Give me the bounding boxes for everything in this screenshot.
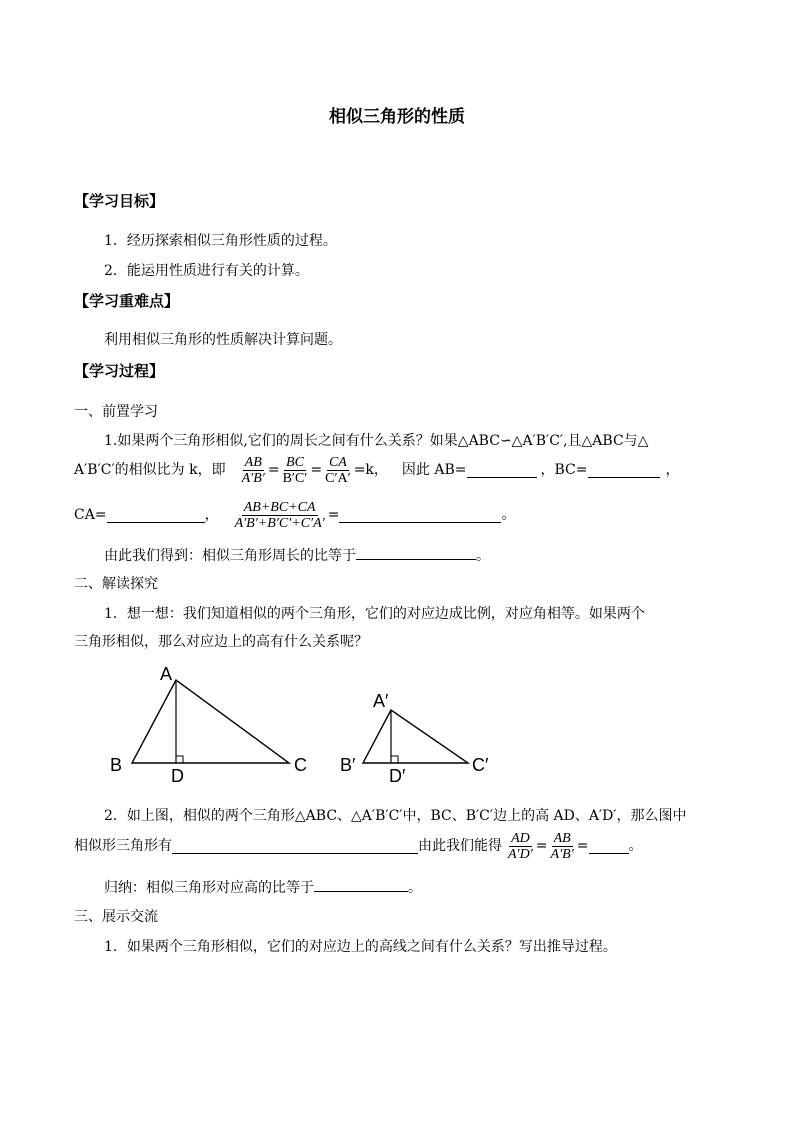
process-heading: 【学习过程】 <box>74 362 165 380</box>
part1-question-line3 <box>74 495 515 535</box>
difficulties-text: 利用相似三角形的性质解决计算问题。 <box>104 332 342 348</box>
derive-label: 由此我们能得 <box>418 838 502 854</box>
goal-item: 2．能运用性质进行有关的计算。 <box>104 263 309 279</box>
label-a: A <box>160 664 173 684</box>
fraction-denominator: A′D′ <box>508 846 533 862</box>
bc-answer-blank[interactable] <box>588 463 660 478</box>
fraction-perimeter <box>233 500 327 531</box>
part1-heading: 一、前置学习 <box>74 404 158 420</box>
perimeter-answer-blank[interactable] <box>339 508 501 523</box>
fraction-numerator: AD <box>511 830 530 846</box>
part1-question-line2 <box>74 450 680 490</box>
part1-conclusion <box>104 545 490 565</box>
difficulties-heading: 【学习重难点】 <box>74 292 180 310</box>
fraction-denominator: A′B′ <box>241 470 265 486</box>
label-a-prime: A′ <box>373 691 389 711</box>
similar-triangles-label: 相似形三角形有 <box>74 838 172 854</box>
right-angle-mark <box>391 756 398 763</box>
part2-question1-line2: 三角形相似，那么对应边上的高有什么关系呢？ <box>74 634 368 650</box>
comma: ， <box>204 507 219 523</box>
equals-sign: = <box>310 462 323 478</box>
line-end-comma: ， <box>665 462 680 478</box>
label-d: D <box>171 766 184 786</box>
part2-question2-line2 <box>74 826 643 866</box>
similar-triangles-figure <box>100 660 520 790</box>
fraction-numerator: AB+BC+CA <box>243 499 316 515</box>
similar-triangles-blank[interactable] <box>172 839 418 854</box>
fraction-numerator: AB <box>553 830 571 846</box>
equals-sign: = <box>267 462 280 478</box>
part1-question-line1: 1.如果两个三角形相似,它们的周长之间有什么关系？如果△ABC∽△A′B′C′,且△ABC与△ <box>104 433 649 449</box>
ca-label: CA= <box>74 507 107 523</box>
right-angle-mark <box>176 756 183 763</box>
triangle-abc <box>132 680 289 763</box>
period: 。 <box>628 838 643 854</box>
fraction-ab-ratio <box>549 831 576 862</box>
summary-text: 归纳：相似三角形对应高的比等于 <box>104 880 314 896</box>
fraction-numerator: CA <box>328 454 347 470</box>
label-c: C <box>294 755 307 775</box>
fraction-numerator: AB <box>244 454 262 470</box>
part2-summary <box>104 877 422 897</box>
fraction-ad <box>506 831 535 862</box>
label-b: B <box>110 755 123 775</box>
equals-k: =k， <box>353 462 388 478</box>
ab-answer-blank[interactable] <box>467 463 537 478</box>
part2-heading: 二、解读探究 <box>74 576 158 592</box>
part2-question2-line1: 2．如上图，相似的两个三角形△ABC、△A′B′C′中，BC、B′C′边上的高 AD、A′D′，那么图中 <box>104 808 687 824</box>
conclusion-blank[interactable] <box>356 545 476 560</box>
conclusion-text: 由此我们得到：相似三角形周长的比等于 <box>104 548 356 564</box>
part3-question1: 1．如果两个三角形相似，它们的对应边上的高线之间有什么关系？写出推导过程。 <box>104 939 617 955</box>
period: 。 <box>501 507 516 523</box>
triangle-a-prime-b-prime-c-prime <box>363 710 468 763</box>
equals-sign: = <box>535 838 548 854</box>
fraction-bc <box>281 455 310 486</box>
fraction-ab <box>240 455 267 486</box>
ca-answer-blank[interactable] <box>107 508 205 523</box>
ratio-intro: A′B′C′的相似比为 k，即 <box>74 462 226 478</box>
goals-heading: 【学习目标】 <box>74 192 165 210</box>
equals-sign: = <box>327 507 340 523</box>
part2-question1-line1: 1．想一想：我们知道相似的两个三角形，它们的对应边成比例，对应角相等。如果两个 <box>104 606 645 622</box>
ratio-answer-blank[interactable] <box>589 839 629 854</box>
bc-label: ，BC= <box>540 462 588 478</box>
period: 。 <box>476 548 490 564</box>
page-title: 相似三角形的性质 <box>329 107 465 127</box>
label-d-prime: D′ <box>389 766 406 786</box>
fraction-ca <box>323 455 353 486</box>
ab-label: 因此 AB= <box>401 462 467 478</box>
label-b-prime: B′ <box>340 755 356 775</box>
fraction-denominator: A′B′+B′C′+C′A′ <box>234 515 325 531</box>
period: 。 <box>408 880 422 896</box>
fraction-denominator: A′B′ <box>550 846 574 862</box>
summary-blank[interactable] <box>314 877 408 892</box>
fraction-denominator: C′A′ <box>325 470 351 486</box>
fraction-numerator: BC <box>286 454 304 470</box>
fraction-denominator: B′C′ <box>282 470 308 486</box>
label-c-prime: C′ <box>472 755 489 775</box>
part3-heading: 三、展示交流 <box>74 909 158 925</box>
goal-item: 1．经历探索相似三角形性质的过程。 <box>104 233 337 249</box>
equals-sign: = <box>576 838 589 854</box>
